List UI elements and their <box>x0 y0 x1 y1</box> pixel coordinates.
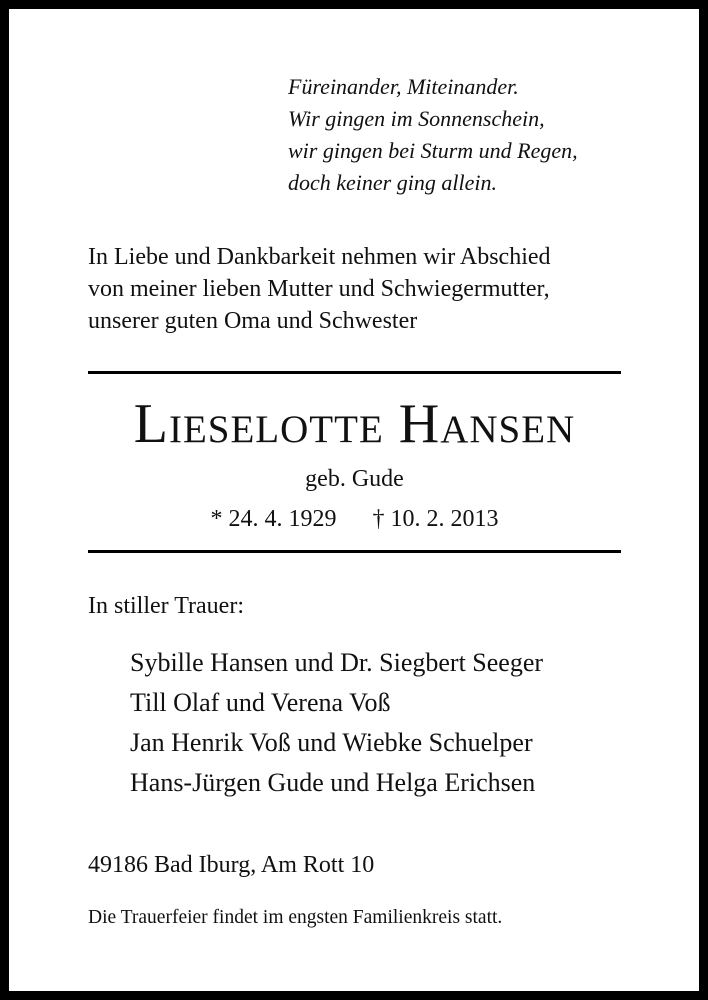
mourning-label: In stiller Trauer: <box>88 593 244 619</box>
bottom-divider <box>88 550 621 553</box>
mourner-entry: Jan Henrik Voß und Wiebke Schuelper <box>130 728 533 757</box>
poem <box>288 71 578 199</box>
mourner-entry: Till Olaf und Verena Voß <box>130 688 391 717</box>
funeral-note: Die Trauerfeier findet im engsten Familienkreis statt. <box>88 907 503 928</box>
farewell-intro <box>88 241 551 337</box>
top-divider <box>88 371 621 374</box>
poem-line: wir gingen bei Sturm und Regen, <box>288 138 578 163</box>
poem-line: doch keiner ging allein. <box>288 170 497 195</box>
address: 49186 Bad Iburg, Am Rott 10 <box>88 852 375 878</box>
mourners-list <box>130 643 543 803</box>
deceased-name: Lieselotte Hansen <box>133 393 576 455</box>
death-date: † 10. 2. 2013 <box>372 506 499 532</box>
maiden-name: geb. Gude <box>305 466 404 492</box>
intro-line: unserer guten Oma und Schwester <box>88 308 418 334</box>
life-dates <box>88 504 621 534</box>
birth-date: * 24. 4. 1929 <box>210 506 337 532</box>
intro-line: In Liebe und Dankbarkeit nehmen wir Abschied <box>88 244 551 270</box>
poem-line: Wir gingen im Sonnenschein, <box>288 106 545 131</box>
mourner-entry: Sybille Hansen und Dr. Siegbert Seeger <box>130 648 544 677</box>
intro-line: von meiner lieben Mutter und Schwiegermutter, <box>88 276 550 302</box>
mourner-entry: Hans-Jürgen Gude und Helga Erichsen <box>130 768 536 797</box>
poem-line: Füreinander, Miteinander. <box>288 74 519 99</box>
